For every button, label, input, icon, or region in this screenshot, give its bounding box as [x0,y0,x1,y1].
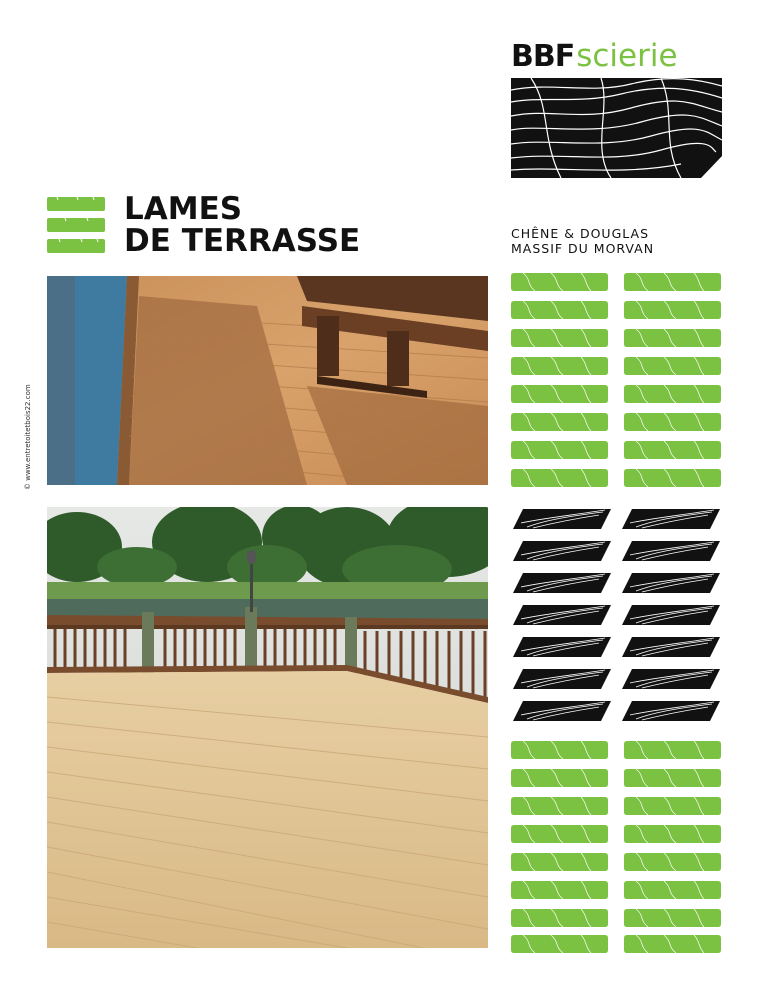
brand-name-bold: BBF [511,39,575,74]
subtitle-line-1: CHÊNE & DOUGLAS [511,226,650,241]
subtitle-line-2: MASSIF DU MORVAN [511,241,655,256]
three-planks-icon [47,196,105,254]
brand-name-light: scierie [576,38,678,74]
plank-pattern [511,273,723,953]
brand-logo [511,38,723,72]
photo-credit: © www.entretoitetbois22.com [24,384,32,490]
page-subtitle [511,226,654,256]
title-line-1: LAMES [124,191,243,227]
terrace-with-bench-photo [47,276,488,485]
title-line-2: DE TERRASSE [124,223,361,259]
wood-grain-icon [511,78,722,178]
page-title [124,193,360,257]
lakeside-deck-photo [47,507,488,948]
